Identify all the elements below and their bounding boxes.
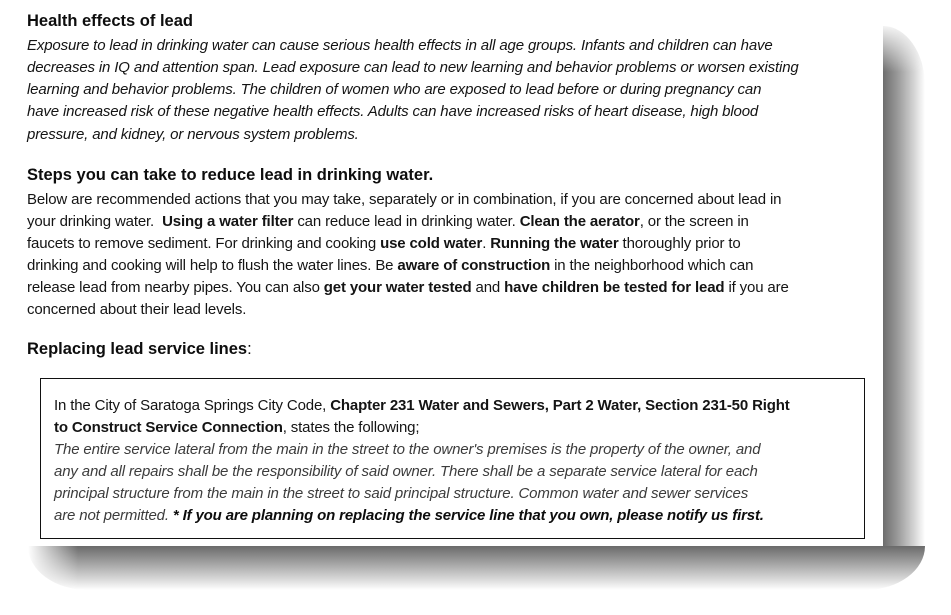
- steps-line-1: [27, 191, 781, 208]
- steps-text: in the neighborhood which can: [550, 257, 754, 274]
- emphasis-water-tested: get your water tested: [323, 279, 472, 296]
- heading-text: Replacing lead service lines: [27, 340, 248, 358]
- city-code-quote-line-1: The entire service lateral from the main in the street to the owner's premises is the property of the owner, and: [54, 441, 761, 458]
- city-code-line-2: [54, 419, 419, 436]
- emphasis-children-tested: have children be tested for lead: [504, 279, 725, 296]
- health-effects-line-5: pressure, and kidney, or nervous system problems.: [27, 126, 359, 143]
- heading-colon: :: [247, 340, 252, 358]
- city-code-text: In the City of Saratoga Springs City Code,: [54, 397, 331, 414]
- steps-text: and: [471, 279, 505, 296]
- emphasis-clean-aerator: Clean the aerator: [519, 213, 640, 230]
- steps-text: , or the screen in: [639, 213, 749, 230]
- emphasis-cold-water: use cold water: [380, 235, 483, 252]
- city-code-quote-line-2: any and all repairs shall be the responsibility of said owner. There shall be a separate service lateral for each: [54, 463, 758, 480]
- steps-text: if you are: [724, 279, 789, 296]
- heading-health-effects: Health effects of lead: [27, 12, 193, 30]
- steps-text: thoroughly prior to: [618, 235, 741, 252]
- emphasis-construction: aware of construction: [397, 257, 551, 274]
- steps-text: release lead from nearby pipes. You can also: [27, 279, 324, 296]
- page-shadow-bottom: [28, 546, 925, 590]
- heading-replacing-service-lines: [27, 340, 252, 359]
- steps-text: concerned about their lead levels.: [27, 301, 247, 318]
- city-code-callout-box: [40, 378, 865, 539]
- emphasis-running-water: Running the water: [490, 235, 619, 252]
- steps-line-6: [27, 301, 246, 318]
- page-shadow-bottom-fade: [28, 546, 78, 590]
- city-code-quote-text: are not permitted.: [54, 507, 173, 524]
- steps-text: your drinking water.: [27, 213, 163, 230]
- health-effects-line-3: learning and behavior problems. The children of women who are exposed to lead before or during pregnancy can: [27, 81, 762, 98]
- health-effects-line-4: have increased risk of these negative health effects. Adults can have increased risks of heart disease, high blood: [27, 103, 759, 120]
- steps-line-3: [27, 235, 741, 252]
- page-shadow-right-fade: [883, 22, 921, 72]
- city-code-section-title: to Construct Service Connection: [54, 419, 283, 436]
- health-effects-line-2: decreases in IQ and attention span. Lead exposure can lead to new learning and behavior problems or worsen existing: [27, 59, 799, 76]
- steps-line-4: [27, 257, 753, 274]
- steps-text: drinking and cooking will help to flush the water lines. Be: [27, 257, 398, 274]
- emphasis-water-filter: Using a water filter: [162, 213, 294, 230]
- city-code-quote-line-3: principal structure from the main in the street to said principal structure. Common water and sewer services: [54, 485, 749, 502]
- page-shadow-right: [883, 26, 925, 546]
- notify-us-notice: * If you are planning on replacing the service line that you own, please notify us first.: [172, 507, 764, 524]
- steps-text: Below are recommended actions that you may take, separately or in combination, if you are concerned about lead in: [27, 191, 782, 208]
- steps-text: .: [482, 235, 491, 252]
- steps-line-2: [27, 213, 749, 230]
- city-code-text: , states the following;: [282, 419, 420, 436]
- health-effects-line-1: Exposure to lead in drinking water can cause serious health effects in all age groups. Infants and children can have: [27, 37, 773, 54]
- steps-text: can reduce lead in drinking water.: [293, 213, 520, 230]
- city-code-quote-line-4: [54, 507, 764, 524]
- heading-steps-reduce-lead: Steps you can take to reduce lead in drinking water.: [27, 166, 434, 184]
- city-code-line-1: [54, 397, 790, 414]
- city-code-chapter-reference: Chapter 231 Water and Sewers, Part 2 Water, Section 231-50 Right: [330, 397, 790, 414]
- steps-text: faucets to remove sediment. For drinking and cooking: [27, 235, 381, 252]
- steps-line-5: [27, 279, 789, 296]
